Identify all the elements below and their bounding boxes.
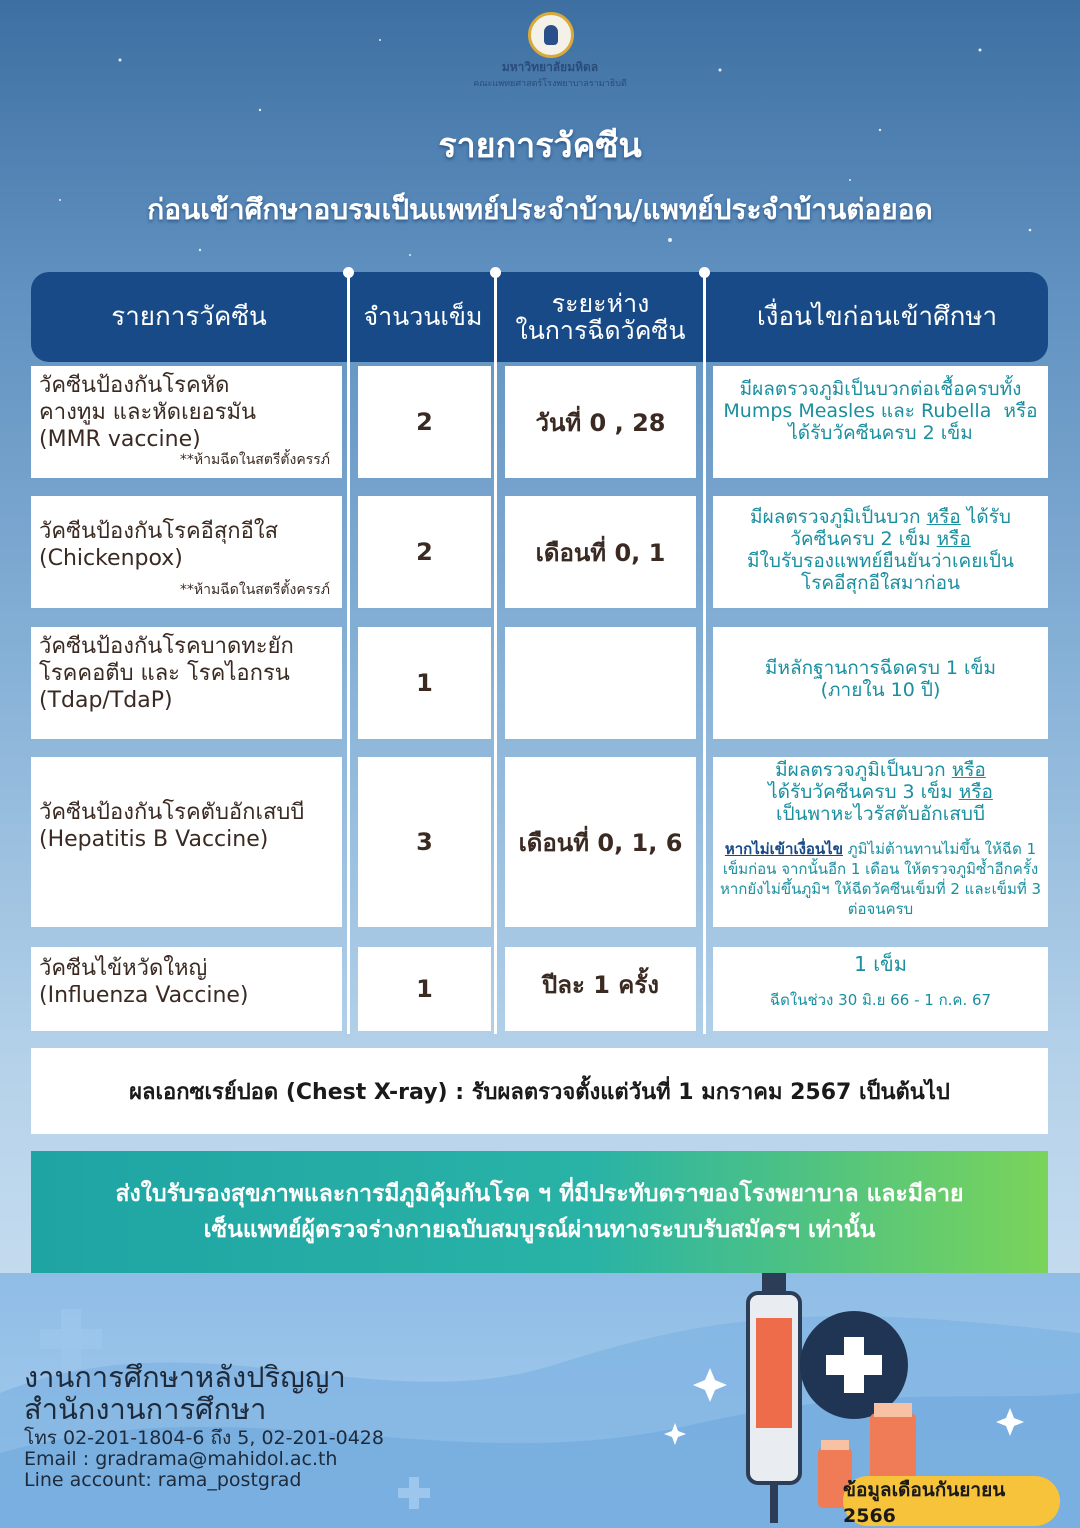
condition-cell — [713, 947, 1048, 1031]
column-divider — [347, 272, 350, 1034]
condition-cell — [713, 496, 1048, 608]
condition-line: ได้รับวัคซีนครบ 2 เข็ม — [788, 422, 973, 444]
col-header-conditions: เงื่อนไขก่อนเข้าศึกษา — [756, 301, 998, 332]
page-subtitle: ก่อนเข้าศึกษาอบรมเป็นแพทย์ประจำบ้าน/แพทย์ประจำบ้านต่อยอด — [147, 193, 933, 226]
interval-cell: วันที่ 0 , 28 — [505, 366, 696, 478]
doses-cell: 1 — [358, 627, 491, 739]
interval-cell: เดือนที่ 0, 1 — [505, 496, 696, 608]
doses-cell: 2 — [358, 496, 491, 608]
condition-line: มีหลักฐานการฉีดครบ 1 เข็ม — [764, 657, 997, 679]
contact-phone: โทร 02-201-1804-6 ถึง 5, 02-201-0428 — [24, 1427, 384, 1449]
column-divider — [494, 272, 497, 1034]
contact-email[interactable]: Email : gradrama@mahidol.ac.th — [24, 1448, 338, 1470]
table-row-vaccine-name — [31, 496, 342, 608]
condition-text: วัคซีนครบ 2 เข็ม — [790, 528, 931, 550]
chest-xray-note: ผลเอกซเรย์ปอด (Chest X-ray) : รับผลตรวจตั้งแต่วันที่ 1 มกราคม 2567 เป็นต้นไป — [31, 1048, 1048, 1134]
doses-cell: 3 — [358, 757, 491, 927]
vaccine-name-line: คางทูม และหัดเยอรมัน — [39, 400, 257, 425]
exception-text: ภูมิไม่ต้านทานไม่ขึ้น ให้ฉีด 1 เข็มก่อน จากนั้นอีก 1 เดือน ให้ตรวจภูมิซ้ำอีกครั้ง หากยังไม่ขึ้นภูมิฯ ให้ฉีดวัคซีนเข็มที่ 2 และเข็มที่ 3 ต่อจนครบ — [719, 840, 1042, 918]
pregnancy-warning-note: **ห้ามฉีดในสตรีตั้งครรภ์ — [179, 582, 330, 598]
condition-text: มีผลตรวจภูมิเป็นบวก — [750, 506, 921, 528]
condition-line: (ภายใน 10 ปี) — [820, 679, 941, 701]
condition-text: Mumps Measles และ Rubella — [723, 400, 992, 422]
doses-cell: 1 — [358, 947, 491, 1031]
doses-cell: 2 — [358, 366, 491, 478]
col-header-interval: ระยะห่าง ในการฉีดวัคซีน — [515, 288, 686, 345]
condition-text: มีผลตรวจภูมิเป็นบวก — [775, 759, 946, 781]
pregnancy-warning-note: **ห้ามฉีดในสตรีตั้งครรภ์ — [179, 452, 330, 468]
office-name-line2: สำนักงานการศึกษา — [24, 1392, 267, 1426]
vaccine-name-line: วัคซีนป้องกันโรคบาดทะยัก — [39, 634, 294, 659]
condition-cell — [713, 627, 1048, 739]
data-date-badge: ข้อมูลเดือนกันยายน 2566 — [843, 1476, 1060, 1526]
vaccine-name-line: (Hepatitis B Vaccine) — [39, 827, 269, 852]
hepb-exception-note — [719, 839, 1042, 919]
condition-line — [719, 506, 1042, 528]
condition-line: ฉีดในช่วง 30 มิ.ย 66 - 1 ก.ค. 67 — [769, 991, 992, 1009]
page-title: รายการวัคซีน — [438, 126, 642, 166]
vaccine-name-line: วัคซีนป้องกันโรคหัด — [39, 373, 230, 398]
col-header-vaccine: รายการวัคซีน — [111, 301, 267, 332]
column-divider — [703, 272, 706, 1034]
condition-text: ได้รับวัคซีนครบ 3 เข็ม — [768, 781, 953, 803]
university-seal-icon — [528, 12, 574, 58]
interval-cell: เดือนที่ 0, 1, 6 — [505, 757, 696, 927]
condition-cell — [713, 366, 1048, 478]
condition-line — [719, 400, 1042, 422]
table-row-vaccine-name — [31, 757, 342, 927]
col-header-doses: จำนวนเข็ม — [363, 302, 483, 332]
table-row-vaccine-name — [31, 627, 342, 739]
vaccine-name-line: โรคคอตีบ และ โรคไอกรน — [39, 661, 290, 686]
exception-label: หากไม่เข้าเงื่อนไข — [724, 840, 843, 858]
condition-or-text: หรือ — [958, 781, 993, 803]
submission-banner — [31, 1151, 1048, 1273]
condition-line — [719, 781, 1042, 803]
condition-line: เป็นพาหะไวรัสตับอักเสบบี — [775, 803, 986, 825]
condition-line: มีผลตรวจภูมิเป็นบวกต่อเชื้อครบทั้ง — [739, 378, 1022, 400]
condition-line — [719, 759, 1042, 781]
vaccine-name-line: (Chickenpox) — [39, 546, 183, 571]
interval-cell: ปีละ 1 ครั้ง — [505, 947, 696, 1031]
university-name: มหาวิทยาลัยมหิดล — [501, 60, 599, 74]
condition-cell — [713, 757, 1048, 927]
table-row-vaccine-name — [31, 366, 342, 478]
interval-cell — [505, 627, 696, 739]
condition-line: มีใบรับรองแพทย์ยืนยันว่าเคยเป็น — [747, 550, 1014, 572]
banner-line: ส่งใบรับรองสุขภาพและการมีภูมิคุ้มกันโรค ฯ ที่มีประทับตราของโรงพยาบาล และมีลาย — [115, 1181, 964, 1207]
condition-line: โรคอีสุกอีใสมาก่อน — [800, 572, 960, 594]
condition-or-text: หรือ — [951, 759, 986, 781]
contact-line-account: Line account: rama_postgrad — [24, 1469, 302, 1491]
banner-line: เซ็นแพทย์ผู้ตรวจร่างกายฉบับสมบูรณ์ผ่านทางระบบรับสมัครฯ เท่านั้น — [203, 1217, 876, 1243]
vaccine-name-line: วัคซีนไข้หวัดใหญ่ — [39, 956, 208, 981]
condition-or-text: หรือ — [936, 528, 971, 550]
vaccine-name-line: วัคซีนป้องกันโรคอีสุกอีใส — [39, 519, 279, 544]
condition-line: 1 เข็ม — [854, 952, 907, 976]
faculty-name: คณะแพทยศาสตร์โรงพยาบาลรามาธิบดี — [473, 79, 627, 89]
condition-text: ได้รับ — [966, 506, 1011, 528]
vaccine-name-line: วัคซีนป้องกันโรคตับอักเสบบี — [39, 800, 305, 825]
condition-or-text: หรือ — [926, 506, 961, 528]
vaccine-name-line: (MMR vaccine) — [39, 427, 201, 452]
office-name-line1: งานการศึกษาหลังปริญญา — [24, 1360, 346, 1394]
vaccine-name-line: (Influenza Vaccine) — [39, 983, 249, 1008]
table-row-vaccine-name — [31, 947, 342, 1031]
condition-line — [719, 528, 1042, 550]
condition-or-text: หรือ — [1003, 400, 1038, 422]
vaccine-name-line: (Tdap/TdaP) — [39, 688, 173, 713]
